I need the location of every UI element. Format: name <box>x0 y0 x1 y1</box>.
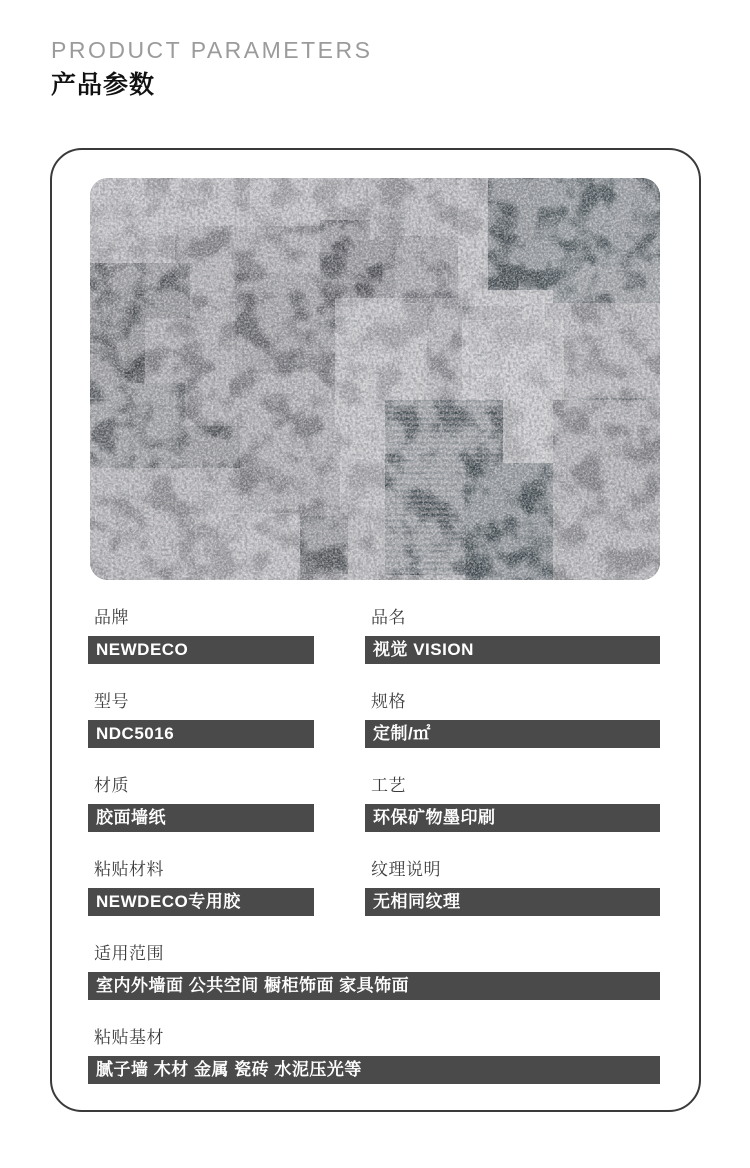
param-label: 品名 <box>371 608 406 627</box>
param-value-bar: 定制/㎡ <box>365 720 660 748</box>
param-value-bar: NEWDECO专用胶 <box>88 888 314 916</box>
param-field-process <box>365 774 660 832</box>
param-label: 型号 <box>94 692 129 711</box>
param-field-texture-note <box>365 858 660 916</box>
param-value-bar: 胶面墙纸 <box>88 804 314 832</box>
param-label: 适用范围 <box>94 944 164 963</box>
param-value-bar: NDC5016 <box>88 720 314 748</box>
param-row <box>88 774 660 832</box>
section-title-en: PRODUCT PARAMETERS <box>51 37 373 63</box>
param-label: 工艺 <box>371 776 406 795</box>
param-field-product-name <box>365 606 660 664</box>
wallpaper-texture-art <box>90 178 660 580</box>
param-label: 纹理说明 <box>371 860 441 879</box>
param-value-bar: 腻子墙 木材 金属 瓷砖 水泥压光等 <box>88 1056 660 1084</box>
param-value-bar: NEWDECO <box>88 636 314 664</box>
param-row <box>88 690 660 748</box>
section-title-zh: 产品参数 <box>51 71 156 99</box>
param-value-bar: 室内外墙面 公共空间 橱柜饰面 家具饰面 <box>88 972 660 1000</box>
parameters-card <box>50 148 701 1112</box>
param-field-spec <box>365 690 660 748</box>
param-label: 粘贴材料 <box>94 860 164 879</box>
param-field-brand <box>88 606 314 664</box>
wallpaper-texture-image <box>90 178 660 580</box>
param-label: 材质 <box>94 776 129 795</box>
param-field-substrate <box>88 1026 660 1084</box>
param-row <box>88 858 660 916</box>
param-label: 规格 <box>371 692 406 711</box>
param-value-bar: 环保矿物墨印刷 <box>365 804 660 832</box>
param-label: 粘贴基材 <box>94 1028 164 1047</box>
section-header <box>51 36 372 100</box>
param-value-bar: 无相同纹理 <box>365 888 660 916</box>
param-value-bar: 视觉 VISION <box>365 636 660 664</box>
parameters-list <box>88 606 660 1110</box>
param-label: 品牌 <box>94 608 129 627</box>
param-field-model <box>88 690 314 748</box>
param-field-applicable-range <box>88 942 660 1000</box>
param-field-adhesive <box>88 858 314 916</box>
param-field-material <box>88 774 314 832</box>
param-row <box>88 606 660 664</box>
